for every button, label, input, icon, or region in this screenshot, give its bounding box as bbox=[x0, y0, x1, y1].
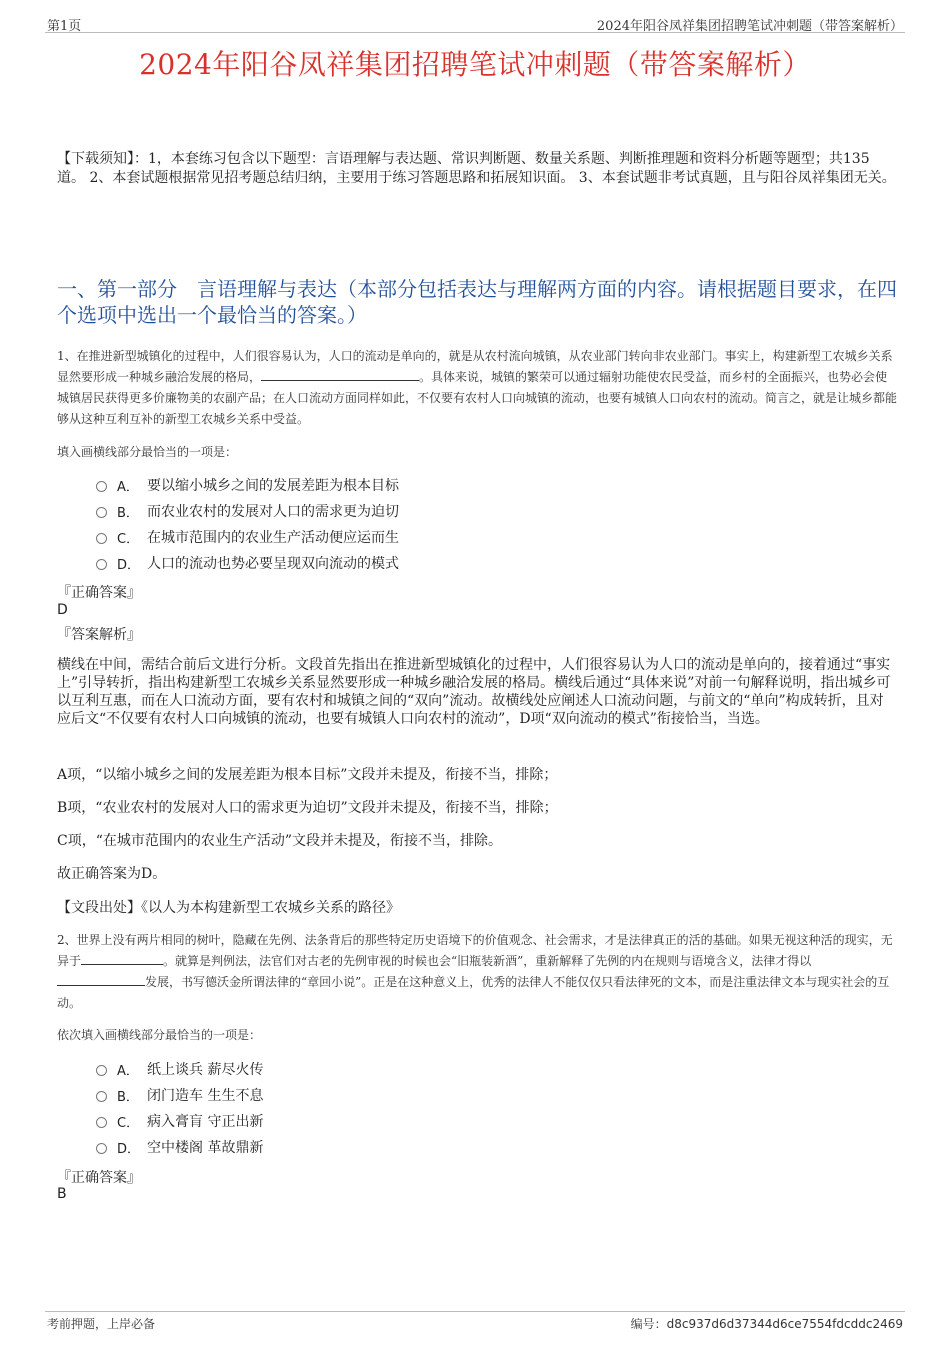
correct-answer: D bbox=[57, 602, 68, 618]
question-1-options bbox=[96, 472, 399, 576]
question-2-prompt: 依次填入画横线部分最恰当的一项是： bbox=[57, 1028, 262, 1042]
option-a-note: A项，“以缩小城乡之间的发展差距为根本目标”文段并未提及，衔接不当，排除； bbox=[57, 767, 558, 783]
footer-divider bbox=[45, 1311, 905, 1312]
header-divider bbox=[45, 32, 905, 33]
radio-icon[interactable] bbox=[96, 559, 107, 570]
option-text: 在城市范围内的农业生产活动便应运而生 bbox=[147, 530, 399, 546]
option-d[interactable]: D． 空中楼阁 革故鼎新 bbox=[96, 1134, 263, 1160]
radio-icon[interactable] bbox=[96, 533, 107, 544]
analysis-text: 横线在中间，需结合前后文进行分析。文段首先指出在推进新型城镇化的过程中，人们很容易认为人口的流动是单向的，接着通过“事实上”引导转折，指出构建新型工农城乡关系显然要形成一种城乡融洽发展的格局。横线后通过“具体来说”对前一句解释说明，指出城乡可以互利互惠，而在人口流动方面，要有农村和城镇之间的“双向”流动。故横线处应阐述人口流动问题，与前文的“单向”构成转折，且对应后文“不仅要有农村人口向城镇的流动，也要有城镇人口向农村的流动”，D项“双向流动的模式”衔接恰当，当选。 bbox=[57, 657, 891, 727]
radio-icon[interactable] bbox=[96, 507, 107, 518]
radio-icon[interactable] bbox=[96, 1117, 107, 1128]
radio-icon[interactable] bbox=[96, 1143, 107, 1154]
option-text: 纸上谈兵 薪尽火传 bbox=[147, 1062, 264, 1078]
answer-blank bbox=[81, 952, 163, 965]
running-header-title: 2024年阳谷凤祥集团招聘笔试冲刺题（带答案解析） bbox=[596, 19, 903, 34]
option-d[interactable]: D． 人口的流动也势必要呈现双向流动的模式 bbox=[96, 550, 399, 576]
question-2-options bbox=[96, 1056, 263, 1160]
source-citation: 【文段出处】《以人为本构建新型工农城乡关系的路径》 bbox=[57, 900, 400, 916]
correct-answer: B bbox=[57, 1186, 67, 1202]
option-text: 闭门造车 生生不息 bbox=[147, 1088, 264, 1104]
answer-blank bbox=[261, 368, 419, 381]
question-1-text-after: 。具体来说，城镇的繁荣可以通过辐射功能使农民受益，而乡村的全面振兴，也势必会使城镇居民获得更多价廉物美的农副产品；在人口流动方面同样如此，不仅要有农村人口向城镇的流动，也要有城镇人口向农村的流动。简言之，就是让城乡都能够从这种互利互补的新型工农城乡关系中受益。 bbox=[57, 370, 898, 426]
option-a[interactable]: A． 要以缩小城乡之间的发展差距为根本目标 bbox=[96, 472, 399, 498]
option-c-note: C项，“在城市范围内的农业生产活动”文段并未提及，衔接不当，排除。 bbox=[57, 833, 503, 849]
download-notice: 【下载须知】：1，本套练习包含以下题型：言语理解与表达题、常识判断题、数量关系题、判断推理题和资料分析题等题型；共135道。 2、本套试题根据常见招考题总结归纳，主要用于练习答题思路和拓展知识面。 3、本套试题非考试真题，且与阳谷凤祥集团无关。 bbox=[57, 151, 896, 186]
option-text: 要以缩小城乡之间的发展差距为根本目标 bbox=[147, 478, 399, 494]
radio-icon[interactable] bbox=[96, 1091, 107, 1102]
option-a[interactable]: A． 纸上谈兵 薪尽火传 bbox=[96, 1056, 263, 1082]
document-title: 2024年阳谷凤祥集团招聘笔试冲刺题（带答案解析） bbox=[139, 48, 811, 81]
footer-slogan: 考前押题，上岸必备 bbox=[47, 1317, 156, 1331]
option-text: 而农业农村的发展对人口的需求更为迫切 bbox=[147, 504, 399, 520]
correct-answer-label: 『正确答案』 bbox=[57, 585, 141, 601]
option-text: 空中楼阁 革故鼎新 bbox=[147, 1140, 264, 1156]
option-c[interactable]: C． 在城市范围内的农业生产活动便应运而生 bbox=[96, 524, 399, 550]
option-c[interactable]: C． 病入膏肓 守正出新 bbox=[96, 1108, 263, 1134]
document-code: 编号：d8c937d6d37344d6ce7554fdcddc2469 bbox=[630, 1317, 903, 1331]
radio-icon[interactable] bbox=[96, 481, 107, 492]
page-number: 第1页 bbox=[47, 19, 82, 34]
analysis-label: 『答案解析』 bbox=[57, 627, 141, 643]
question-1-text-before: 1、在推进新型城镇化的过程中，人们很容易认为，人口的流动是单向的，就是从农村流向城镇，从农业部门转向非农业部门。事实上，构建新型工农城乡关系显然要形成一种城乡融洽发展的格局， bbox=[57, 349, 893, 384]
question-2-text: 2、世界上没有两片相同的树叶，隐藏在先例、法条背后的那些特定历史语境下的价值观念、社会需求，才是法律真正的活的基础。如果无视这种活的现实，无异于 。就算是判例法，法官们对古老的先例审视的时候也会“旧瓶装新酒”，重新解释了先例的内在规则与语境含义，法律才得以发展，书写德沃金所谓法律的“章回小说”。正是在这种意义上，优秀的法律人不能仅仅只看法律死的文本，而是注重法律文本与现实社会的互动。 bbox=[57, 933, 893, 1010]
answer-conclusion: 故正确答案为D。 bbox=[57, 866, 167, 882]
correct-answer-label: 『正确答案』 bbox=[57, 1170, 141, 1186]
answer-blank bbox=[57, 973, 145, 986]
option-b[interactable]: B． 闭门造车 生生不息 bbox=[96, 1082, 263, 1108]
option-text: 病入膏肓 守正出新 bbox=[147, 1114, 264, 1130]
option-b-note: B项，“农业农村的发展对人口的需求更为迫切”文段并未提及，衔接不当，排除； bbox=[57, 800, 558, 816]
option-text: 人口的流动也势必要呈现双向流动的模式 bbox=[147, 556, 399, 572]
question-1-prompt: 填入画横线部分最恰当的一项是： bbox=[57, 445, 238, 459]
radio-icon[interactable] bbox=[96, 1065, 107, 1076]
section-heading: 一、第一部分 言语理解与表达（本部分包括表达与理解两方面的内容。请根据题目要求，在四个选项中选出一个最恰当的答案。） bbox=[57, 277, 897, 327]
question-1-text bbox=[57, 346, 897, 430]
option-b[interactable]: B． 而农业农村的发展对人口的需求更为迫切 bbox=[96, 498, 399, 524]
